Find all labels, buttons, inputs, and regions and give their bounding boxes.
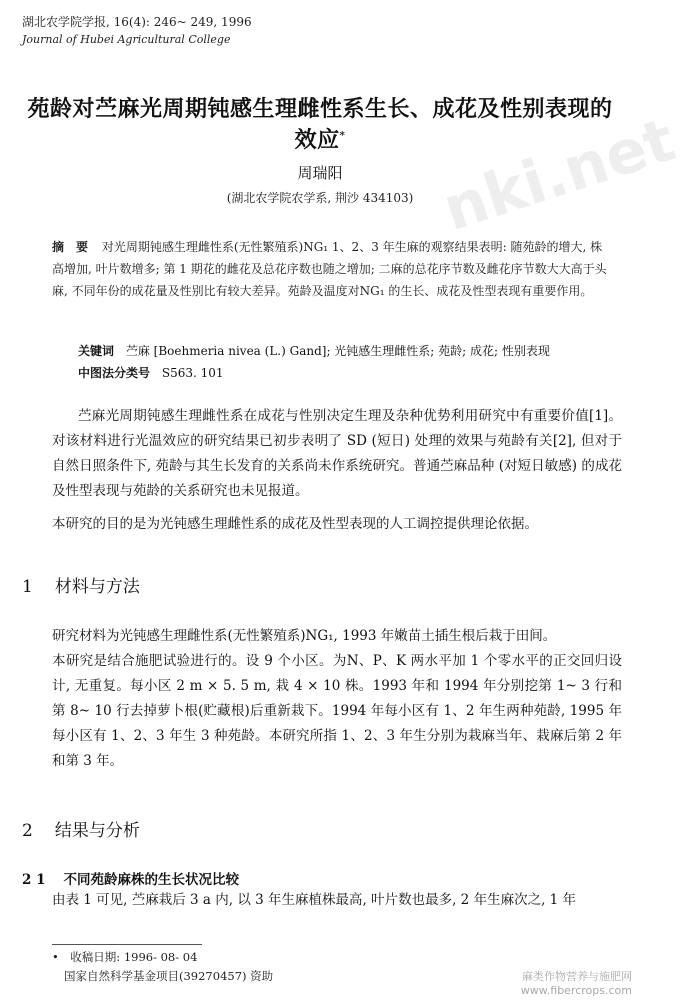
subsection-title: 不同苑龄麻株的生长状况比较 (63, 872, 239, 888)
subsection-heading (22, 868, 239, 888)
paper-title (20, 92, 620, 154)
keywords-label: 关键词 (78, 344, 115, 358)
keywords-line (78, 340, 618, 362)
section-title: 结果与分析 (54, 821, 140, 841)
watermark: nki.net (435, 104, 683, 246)
journal-citation-cn: 湖北农学院学报, 16(4): 246~ 249, 1996 (22, 15, 252, 29)
intro-paragraph: 苎麻光周期钝感生理雌性系在成花与性别决定生理及杂种优势利用研究中有重要价值[1]。对该材料进行光温效应的研究结果已初步表明了 SD (短日) 处理的效果与苑龄有关[2], 但对于自然日照条件下, 苑龄与其生长发育的关系尚未作系统研究。普通苎麻品种 (对短日敏感) 的成花及性型表现与苑龄的关系研究也未见报道。 (52, 408, 622, 499)
keywords-text: 苎麻 [Boehmeria nivea (L.) Gand]; 光钝感生理雌性系; 苑龄; 成花; 性别表现 (125, 344, 550, 358)
section-heading (22, 572, 140, 597)
section-heading (22, 816, 140, 841)
journal-header (22, 14, 252, 48)
section-number: 2 (22, 821, 33, 841)
site-watermark-name: 麻类作物营养与施肥网 (522, 970, 632, 983)
author-name: 周瑞阳 (297, 164, 343, 182)
received-date: • 收稿日期: 1996- 08- 04 (52, 950, 198, 964)
abstract-text: 对光周期钝感生理雌性系(无性繁殖系)NG₁ 1、2、3 年生麻的观察结果表明: 随苑龄的增大, 株高增加, 叶片数增多; 第 1 期花的雌花及总花序数也随之增加; 二麻的总花序节数及雌花序节数大大高于头麻, 不同年份的成花量及性别比有较大差异。苑龄及温度对NG₁ 的生长、成花及性型表现有重要作用。 (52, 240, 607, 298)
site-watermark-url: www.fibercrops.com (520, 984, 632, 997)
classification-label: 中图法分类号 (78, 366, 151, 380)
classification-text: S563. 101 (161, 366, 224, 380)
classification-line (78, 362, 618, 384)
methods-paragraph: 研究材料为光钝感生理雌性系(无性繁殖系)NG₁, 1993 年嫩苗土插生根后栽于田间。 (52, 628, 557, 644)
paper-title-text: 苑龄对苎麻光周期钝感生理雌性系生长、成花及性别表现的效应 (27, 96, 613, 153)
journal-name-en: Journal of Hubei Agricultural College (22, 33, 231, 46)
footnote (52, 948, 273, 986)
keywords-block (78, 340, 618, 384)
title-footnote-mark: * (339, 130, 346, 142)
results-paragraph: 由表 1 可见, 苎麻栽后 3 a 内, 以 3 年生麻植株最高, 叶片数也最多, 2 年生麻次之, 1 年 (52, 892, 577, 908)
site-watermark (521, 970, 632, 998)
methods-paragraph: 本研究是结合施肥试验进行的。设 9 个小区。为N、P、K 两水平加 1 个零水平的正交回归设计, 无重复。每小区 2 m × 5. 5 m, 栽 4 × 10 株。1993 年和 1994 年分别挖第 1~ 3 行和第 8~ 10 行去掉萝卜根(贮藏根)后重新栽下。1994 年每小区有 1、2 年生两种苑龄, 1995 年每小区有 1、2、3 年生 3 种苑龄。本研究所指 1、2、3 年生分别为栽麻当年、栽麻后第 2 年和第 3 年。 (52, 653, 622, 769)
section-number: 1 (22, 577, 33, 597)
author-affiliation: (湖北农学院农学系, 荆沙 434103) (226, 191, 414, 205)
footnote-divider (52, 944, 202, 945)
funding-note: 国家自然科学基金项目(39270457) 资助 (64, 969, 274, 983)
abstract (52, 236, 612, 302)
subsection-number: 2 1 (22, 872, 46, 888)
abstract-label: 摘 要 (52, 240, 89, 254)
section-title: 材料与方法 (54, 577, 140, 597)
intro-paragraph: 本研究的目的是为光钝感生理雌性系的成花及性型表现的人工调控提供理论依据。 (52, 516, 538, 532)
